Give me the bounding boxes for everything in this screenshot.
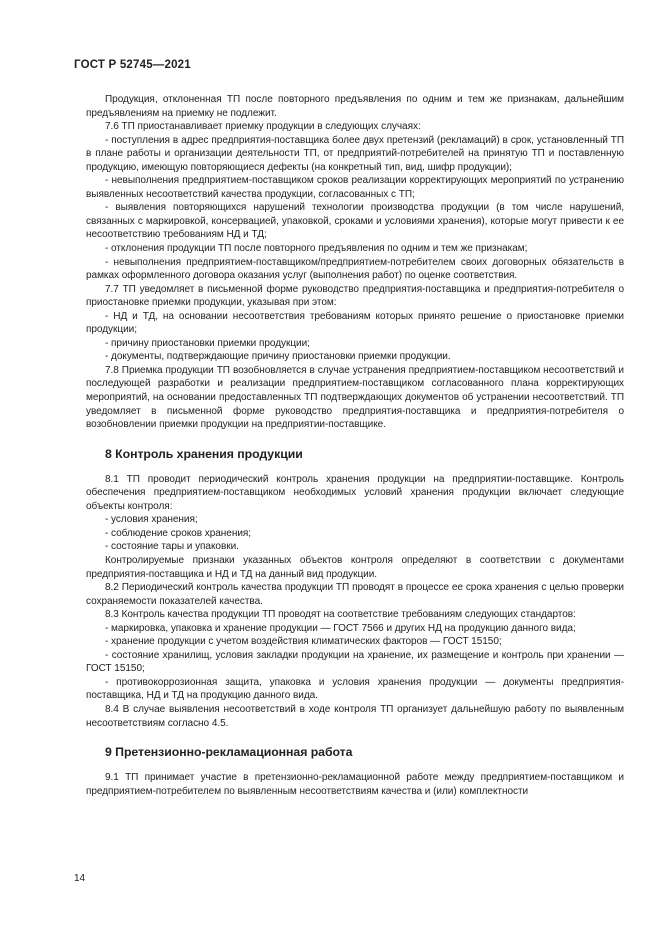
list-item: - отклонения продукции ТП после повторного предъявления по одним и тем же признакам;: [105, 243, 528, 255]
list-item: - условия хранения;: [105, 514, 198, 526]
clause-8-3: 8.3 Контроль качества продукции ТП проводят на соответствие требованиям следующих стандартов:: [105, 609, 576, 621]
section-9-heading: 9 Претензионно-рекламационная работа: [105, 745, 353, 760]
list-item: - невыполнения предприятием-поставщиком сроков реализации корректирующих мероприятий по устранению выявленных несоответствий качества продукции, согласованных с ТП;: [86, 175, 624, 200]
page-number: 14: [74, 873, 86, 884]
list-item: - документы, подтверждающие причину приостановки приемки продукции.: [105, 351, 451, 363]
document-body: [86, 93, 624, 798]
list-item: - НД и ТД, на основании несоответствия требованиям которых принято решение о приостановке приемки продукции;: [86, 310, 624, 336]
list-item: - состояние хранилищ, условия закладки продукции на хранение, их размещение и контроль при хранении — ГОСТ 15150;: [86, 649, 624, 675]
clause-7-7: 7.7 ТП уведомляет в письменной форме руководство предприятия-поставщика и предприятия-потребителя о приостановке приемки продукции, указывая при этом:: [86, 283, 624, 309]
paragraph: Контролируемые признаки указанных объектов контроля определяют в соответствии с документами предприятия-поставщика и НД и ТД на данный вид продукции.: [86, 554, 624, 580]
clause-9-1: 9.1 ТП принимает участие в претензионно-рекламационной работе между предприятием-поставщиком и предприятием-потребителем по выявленным несоответствиям качества и (или) комплектности: [86, 772, 624, 797]
list-item: - маркировка, упаковка и хранение продукции — ГОСТ 7566 и других НД на продукцию данного вида;: [105, 622, 576, 634]
list-item: - противокоррозионная защита, упаковка и условия хранения продукции — документы предприятия-поставщика, НД и ТД на продукцию данного вида.: [86, 676, 624, 702]
list-item: - невыполнения предприятием-поставщиком/предприятием-потребителем своих договорных обязательств в рамках оформленного договора оказания услуг (выполнения работ) по оценке соответствия.: [86, 256, 624, 282]
clause-8-1: 8.1 ТП проводит периодический контроль хранения продукции на предприятии-поставщике. Контроль обеспечения предприятием-поставщиком необходимых условий хранения продукции включает следующие объекты контроля:: [86, 473, 624, 512]
list-item: - причину приостановки приемки продукции;: [105, 337, 310, 349]
list-item: - поступления в адрес предприятия-поставщика более двух претензий (рекламаций) в срок, установленный ТП в плане работы и организации деятельности ТП, от предприятий-потребителей на принятую ТП и поставленную продукцию, имеющую повторяющиеся дефекты (на конкретный тип, вид, шифр продукции);: [86, 134, 624, 173]
paragraph: Продукция, отклоненная ТП после повторного предъявления по одним и тем же признакам, дальнейшим предъявлениям на приемку не подлежит.: [86, 94, 624, 119]
clause-8-4: 8.4 В случае выявления несоответствий в ходе контроля ТП организует дальнейшую работу по выявленным несоответствиям согласно 4.5.: [86, 703, 624, 729]
section-8-heading: 8 Контроль хранения продукции: [105, 446, 303, 461]
clause-7-8: 7.8 Приемка продукции ТП возобновляется в случае устранения предприятием-поставщиком несоответствий и последующей разработки и реализации предприятием-поставщиком согласованного плана корректирующих мероприятий, на основании предоставленных ТП подтверждающих документов об устранении несоответствий. ТП уведомляет в письменной форме руководство предприятия-поставщика и предприятия-потребителя о возобновлении приемки продукции на предприятии-поставщике.: [86, 364, 624, 431]
clause-8-2: 8.2 Периодический контроль качества продукции ТП проводят в процессе ее срока хранения с целью проверки сохраняемости показателей качества.: [86, 582, 624, 607]
list-item: - состояние тары и упаковки.: [105, 541, 239, 553]
list-item: - выявления повторяющихся нарушений технологии производства продукции (в том числе нарушений, связанных с маркировкой, консервацией, упаковкой, сроками и условиями хранения), которые могут привести к ее несоответствию требованиям НД и ТД;: [86, 202, 624, 241]
list-item: - соблюдение сроков хранения;: [105, 527, 252, 539]
clause-7-6: 7.6 ТП приостанавливает приемку продукции в следующих случаях:: [105, 121, 421, 133]
list-item: - хранение продукции с учетом воздействия климатических факторов — ГОСТ 15150;: [105, 636, 502, 648]
document-header: ГОСТ Р 52745—2021: [74, 59, 191, 71]
